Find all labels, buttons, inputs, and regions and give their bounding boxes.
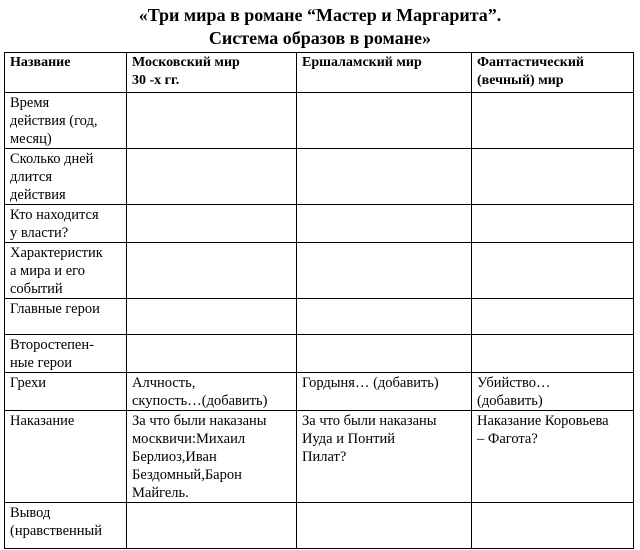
cell-moscow — [127, 373, 297, 411]
cell-text-line: За что были наказаны — [132, 413, 267, 429]
table-row — [5, 205, 634, 243]
cell-fantastic — [472, 373, 634, 411]
table-row — [5, 503, 634, 549]
row-label — [5, 299, 127, 335]
row-label — [5, 149, 127, 205]
cell-yershalaim — [297, 411, 472, 503]
cell-yershalaim — [297, 373, 472, 411]
cell-text-line: москвичи:Михаил — [132, 431, 246, 447]
cell-text-line: Кто находится — [10, 207, 99, 223]
table-row — [5, 243, 634, 299]
cell-yershalaim — [297, 503, 472, 549]
cell-moscow — [127, 411, 297, 503]
header-moscow-world: Московский мир 30 -х гг. — [127, 53, 297, 93]
table-row — [5, 411, 634, 503]
row-label — [5, 205, 127, 243]
row-label — [5, 373, 127, 411]
cell-yershalaim — [297, 205, 472, 243]
cell-moscow — [127, 205, 297, 243]
document-title — [0, 4, 640, 50]
cell-text-line: Пилат? — [302, 449, 347, 465]
cell-fantastic — [472, 503, 634, 549]
cell-text-line: Характеристик — [10, 245, 103, 261]
row-label — [5, 243, 127, 299]
cell-text-line: Вывод — [10, 505, 51, 521]
header-name: Название — [5, 53, 127, 93]
cell-text-line: Время — [10, 95, 50, 111]
cell-moscow — [127, 503, 297, 549]
cell-text-line: Алчность, — [132, 375, 196, 391]
cell-fantastic — [472, 335, 634, 373]
comparison-table — [4, 52, 634, 549]
cell-yershalaim — [297, 149, 472, 205]
cell-moscow — [127, 299, 297, 335]
cell-yershalaim — [297, 299, 472, 335]
row-label — [5, 93, 127, 149]
cell-text-line: Майгель. — [132, 485, 189, 501]
cell-fantastic — [472, 149, 634, 205]
table-row — [5, 335, 634, 373]
cell-text-line: событий — [10, 281, 63, 297]
cell-fantastic — [472, 243, 634, 299]
cell-text-line: Сколько дней — [10, 151, 94, 167]
cell-text-line: Грехи — [10, 375, 46, 391]
table-row — [5, 373, 634, 411]
header-yershalaim-world: Ершаламский мир — [297, 53, 472, 93]
cell-fantastic — [472, 299, 634, 335]
cell-text-line: (нравственный — [10, 523, 103, 539]
cell-moscow — [127, 149, 297, 205]
cell-moscow — [127, 93, 297, 149]
cell-text-line: действия (год, — [10, 113, 98, 129]
cell-yershalaim — [297, 93, 472, 149]
table-header-row — [5, 53, 634, 93]
cell-text-line: Главные герои — [10, 301, 100, 317]
cell-text-line: Берлиоз,Иван — [132, 449, 217, 465]
table-row — [5, 299, 634, 335]
cell-text-line: Бездомный,Барон — [132, 467, 242, 483]
cell-fantastic — [472, 93, 634, 149]
title-line-2: Система образов в романе» — [208, 28, 432, 48]
cell-text-line: Наказание Коровьева — [477, 413, 609, 429]
title-line-1: «Три мира в романе “Мастер и Маргарита”. — [138, 5, 502, 25]
cell-text-line: действия — [10, 187, 66, 203]
cell-text-line: месяц) — [10, 131, 52, 147]
cell-moscow — [127, 243, 297, 299]
cell-text-line: – Фагота? — [477, 431, 538, 447]
cell-text-line: ные герои — [10, 355, 73, 371]
row-label — [5, 411, 127, 503]
row-label — [5, 503, 127, 549]
header-fantastic-world: Фантастический (вечный) мир — [472, 53, 634, 93]
cell-text-line: Гордыня… (добавить) — [302, 375, 439, 391]
cell-text-line: (добавить) — [477, 393, 543, 409]
cell-yershalaim — [297, 335, 472, 373]
table-row — [5, 149, 634, 205]
cell-moscow — [127, 335, 297, 373]
table-row — [5, 93, 634, 149]
cell-text-line: Наказание — [10, 413, 75, 429]
cell-text-line: а мира и его — [10, 263, 85, 279]
cell-text-line: длится — [10, 169, 52, 185]
cell-text-line: Второстепен- — [10, 337, 94, 353]
row-label — [5, 335, 127, 373]
cell-text-line: скупость…(добавить) — [132, 393, 268, 409]
cell-fantastic — [472, 205, 634, 243]
cell-text-line: Иуда и Понтий — [302, 431, 395, 447]
cell-text-line: За что были наказаны — [302, 413, 437, 429]
cell-text-line: у власти? — [10, 225, 69, 241]
cell-fantastic — [472, 411, 634, 503]
cell-yershalaim — [297, 243, 472, 299]
cell-text-line: Убийство… — [477, 375, 551, 391]
